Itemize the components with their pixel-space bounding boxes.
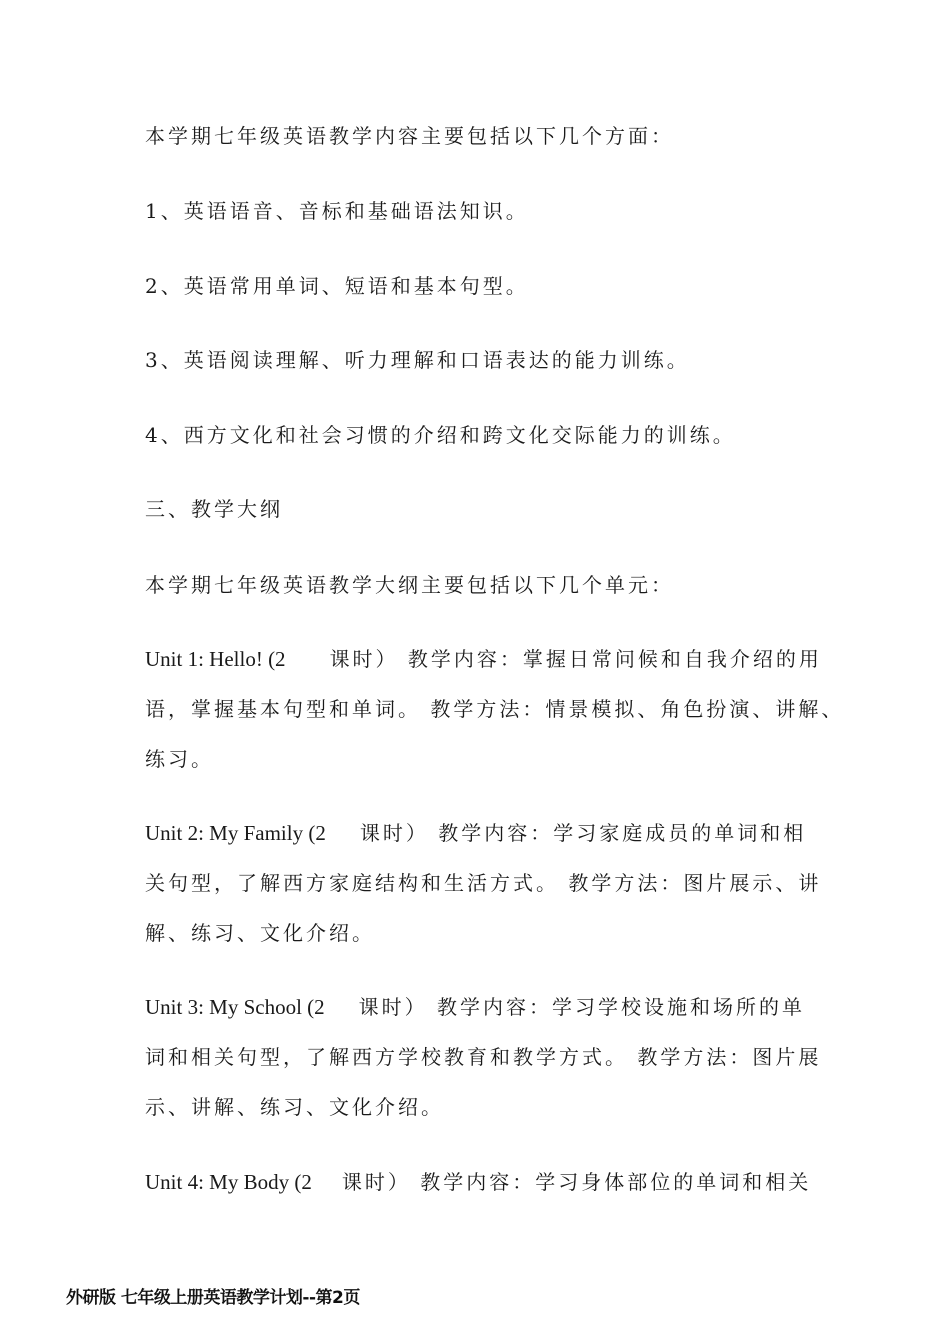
content-item-1: 1、英语语音、音标和基础语法知识。 bbox=[145, 199, 529, 223]
content-intro: 本学期七年级英语教学内容主要包括以下几个方面： bbox=[145, 124, 674, 148]
unit-1-line-2: 语，掌握基本句型和单词。 教学方法：情景模拟、角色扮演、讲解、 bbox=[145, 697, 845, 721]
unit-3-title: Unit 3: My School (2 bbox=[145, 995, 325, 1019]
unit-3-text-1: 课时） 教学内容：学习学校设施和场所的单 bbox=[358, 995, 806, 1019]
content-item-2: 2、英语常用单词、短语和基本句型。 bbox=[145, 274, 529, 298]
content-item-4: 4、西方文化和社会习惯的介绍和跨文化交际能力的训练。 bbox=[145, 423, 736, 447]
section-heading: 三、教学大纲 bbox=[145, 497, 283, 521]
unit-2-line-2: 关句型，了解西方家庭结构和生活方式。 教学方法：图片展示、讲 bbox=[145, 871, 822, 895]
unit-2-title: Unit 2: My Family (2 bbox=[145, 821, 326, 845]
unit-4-line-1 bbox=[145, 1168, 811, 1196]
unit-1-text-1: 课时） 教学内容：掌握日常问候和自我介绍的用 bbox=[329, 647, 822, 671]
page-footer: 外研版 七年级上册英语教学计划--第2页 bbox=[66, 1288, 360, 1308]
unit-4-text-1: 课时） 教学内容：学习身体部位的单词和相关 bbox=[341, 1170, 812, 1194]
unit-2-text-1: 课时） 教学内容：学习家庭成员的单词和相 bbox=[359, 821, 807, 845]
unit-1-title: Unit 1: Hello! (2 bbox=[145, 647, 286, 671]
unit-3-line-1 bbox=[145, 993, 805, 1021]
unit-3-line-2: 词和相关句型，了解西方学校教育和教学方式。 教学方法：图片展 bbox=[145, 1045, 822, 1069]
unit-1-line-1 bbox=[145, 645, 822, 673]
content-item-3: 3、英语阅读理解、听力理解和口语表达的能力训练。 bbox=[145, 348, 690, 372]
unit-2-line-1 bbox=[145, 819, 806, 847]
unit-2-line-3: 解、练习、文化介绍。 bbox=[145, 921, 375, 945]
unit-1-line-3: 练习。 bbox=[145, 747, 214, 771]
outline-intro: 本学期七年级英语教学大纲主要包括以下几个单元： bbox=[145, 573, 674, 597]
unit-4-title: Unit 4: My Body (2 bbox=[145, 1170, 312, 1194]
unit-3-line-3: 示、讲解、练习、文化介绍。 bbox=[145, 1095, 444, 1119]
